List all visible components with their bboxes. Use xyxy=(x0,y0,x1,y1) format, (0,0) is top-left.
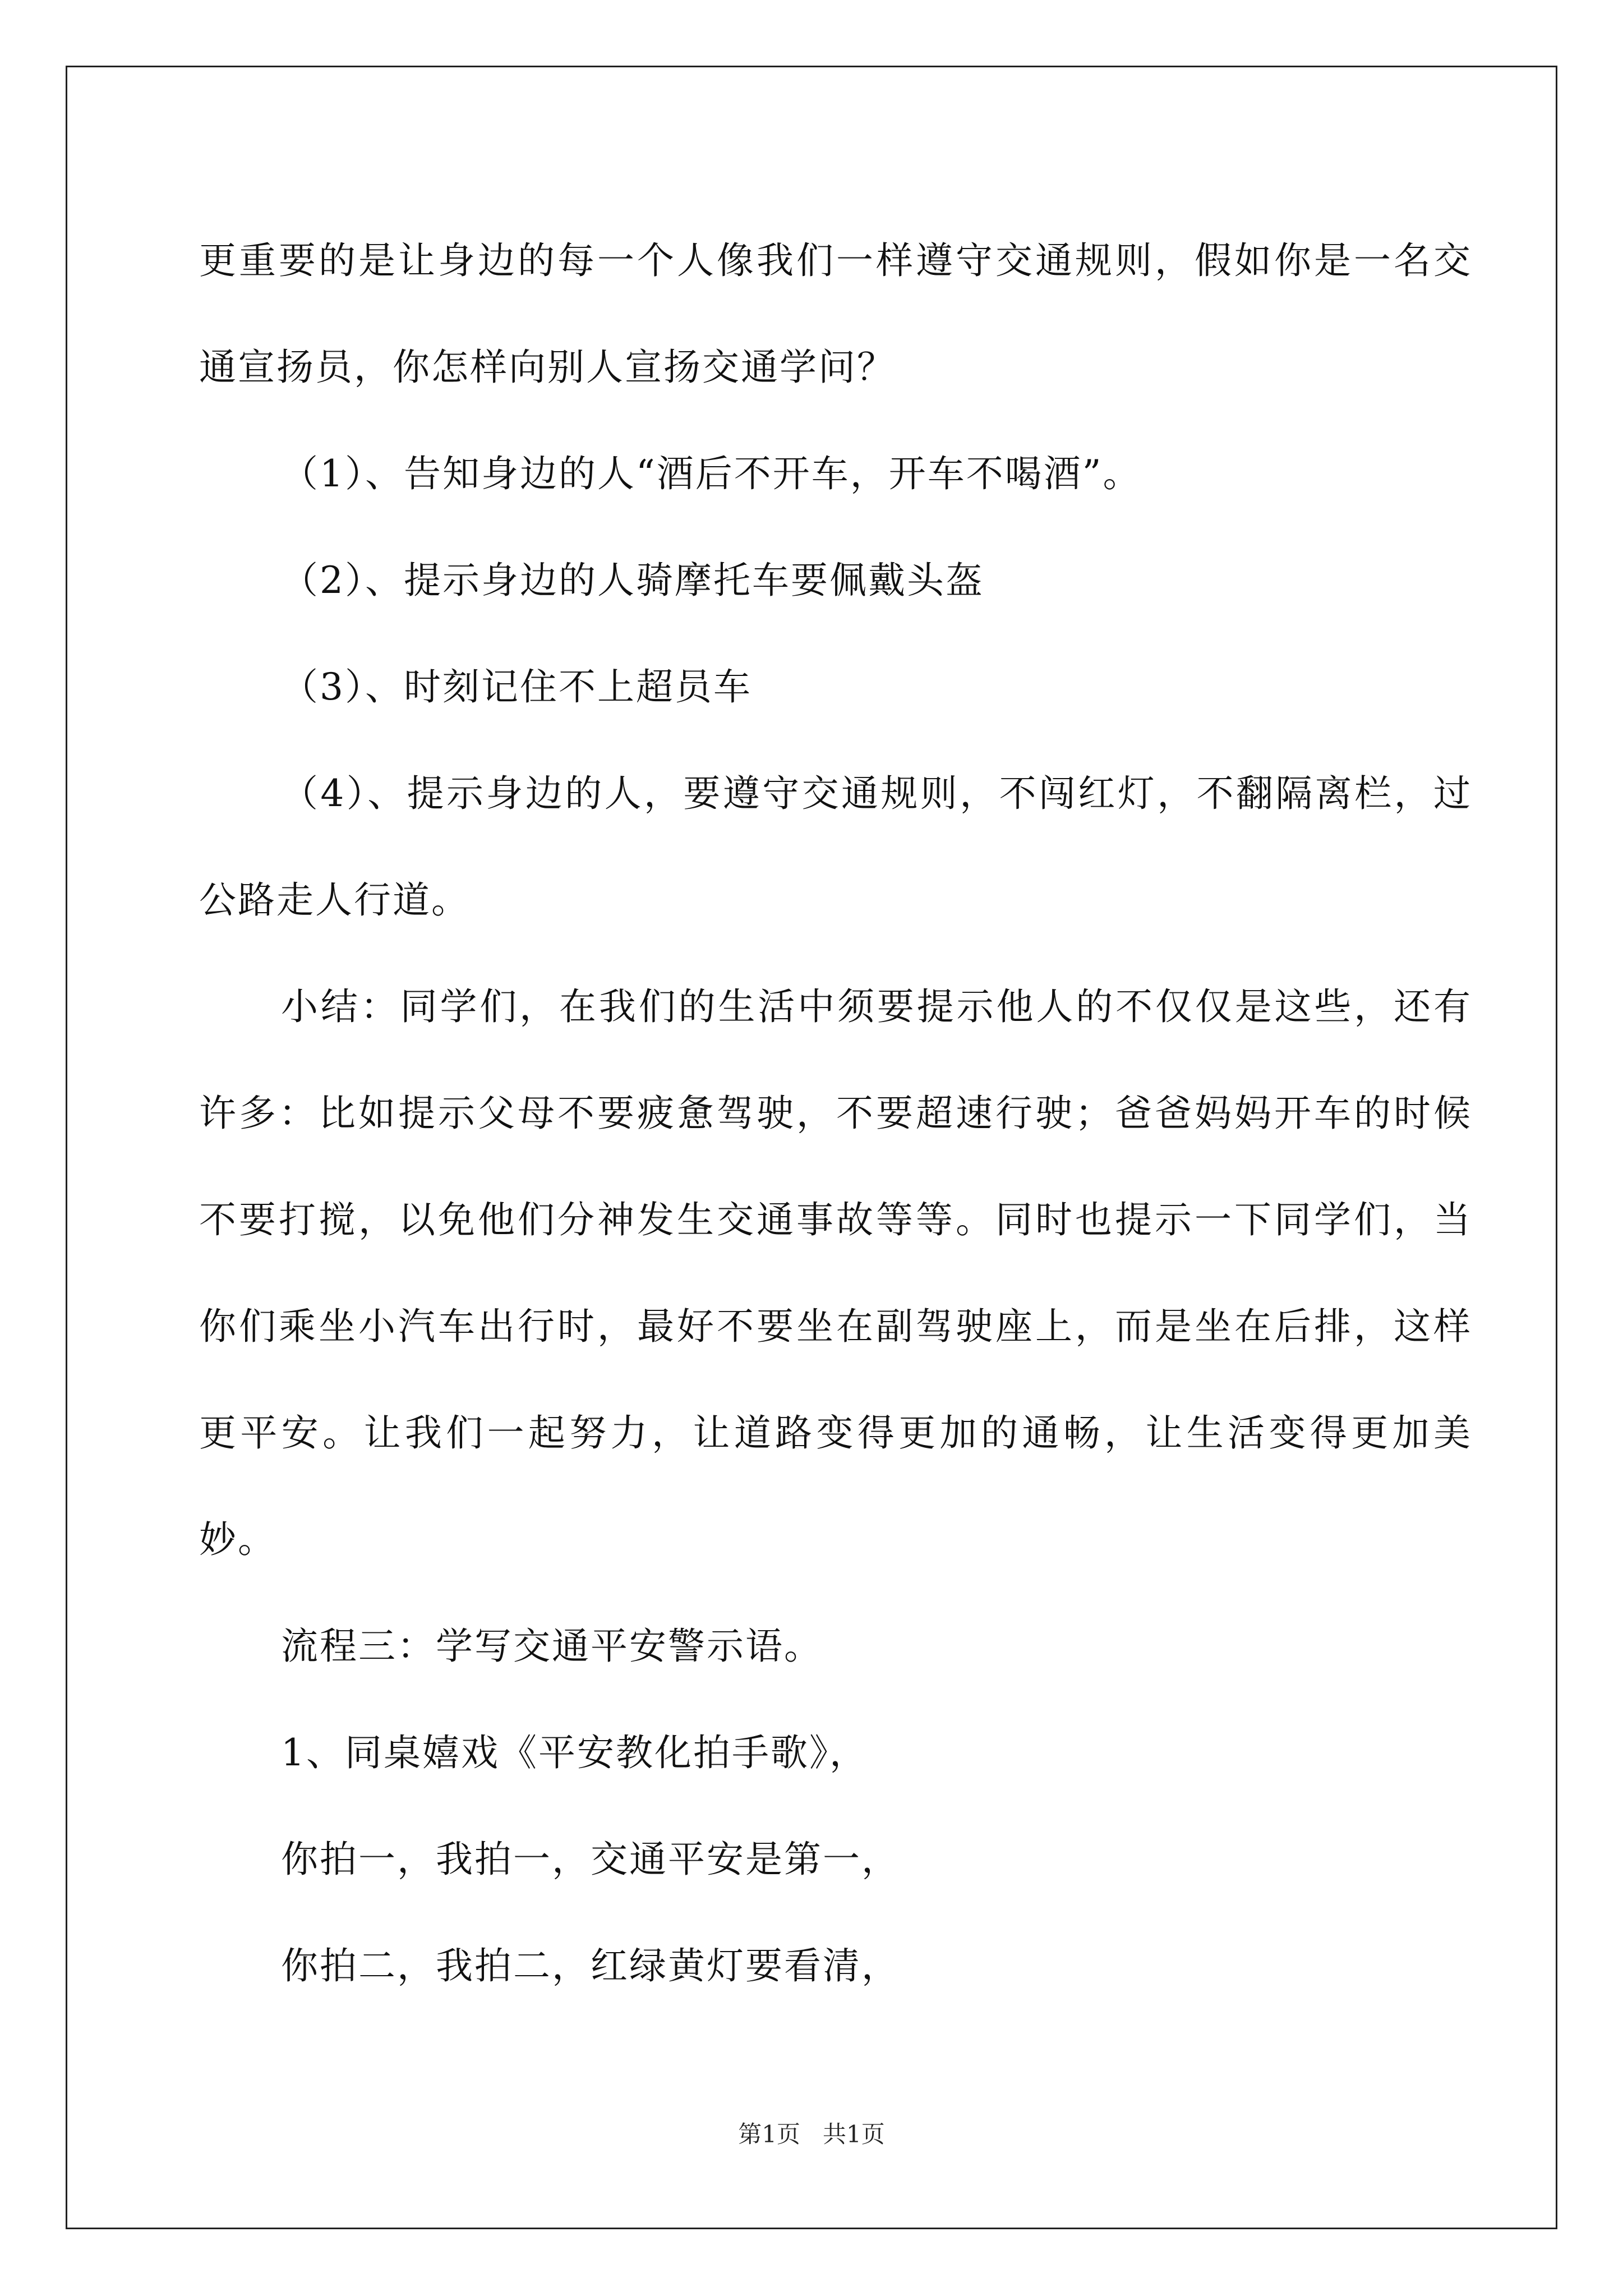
paragraph: 流程三：学写交通平安警示语。 xyxy=(281,1625,823,1668)
paragraph: 1、同桌嬉戏《平安教化拍手歌》， xyxy=(281,1731,868,1774)
paragraph: （2）、提示身边的人骑摩托车要佩戴头盔 xyxy=(281,559,984,602)
page-total: 共1页 xyxy=(823,2120,885,2148)
page-footer xyxy=(0,2118,1623,2151)
paragraph: 你拍二，我拍二，红绿黄灯要看清， xyxy=(281,1944,900,1987)
paragraph: （1）、告知身边的人“酒后不开车，开车不喝酒”。 xyxy=(281,452,1142,495)
footer-spacer xyxy=(800,2120,823,2148)
paragraph: 你拍一，我拍一，交通平安是第一， xyxy=(281,1838,900,1881)
paragraph: 小结：同学们，在我们的生活中须要提示他人的不仅仅是这些，还有许多：比如提示父母不要疲惫驾驶，不要超速行驶；爸爸妈妈开车的时候不要打搅，以免他们分神发生交通事故等等。同时也提示一下同学们，当你们乘坐小汽车出行时，最好不要坐在副驾驶座上，而是坐在后排，这样更平安。让我们一起努力，让道路变得更加的通畅，让生活变得更加美妙。 xyxy=(199,985,1472,1561)
paragraph: 更重要的是让身边的每一个人像我们一样遵守交通规则，假如你是一名交通宣扬员，你怎样向别人宣扬交通学问？ xyxy=(199,239,1472,389)
document-body xyxy=(199,208,1472,2019)
paragraph: （3）、时刻记住不上超员车 xyxy=(281,665,752,708)
page-number: 第1页 xyxy=(738,2120,800,2148)
paragraph: （4）、提示身边的人，要遵守交通规则，不闯红灯，不翻隔离栏，过公路走人行道。 xyxy=(199,772,1472,922)
